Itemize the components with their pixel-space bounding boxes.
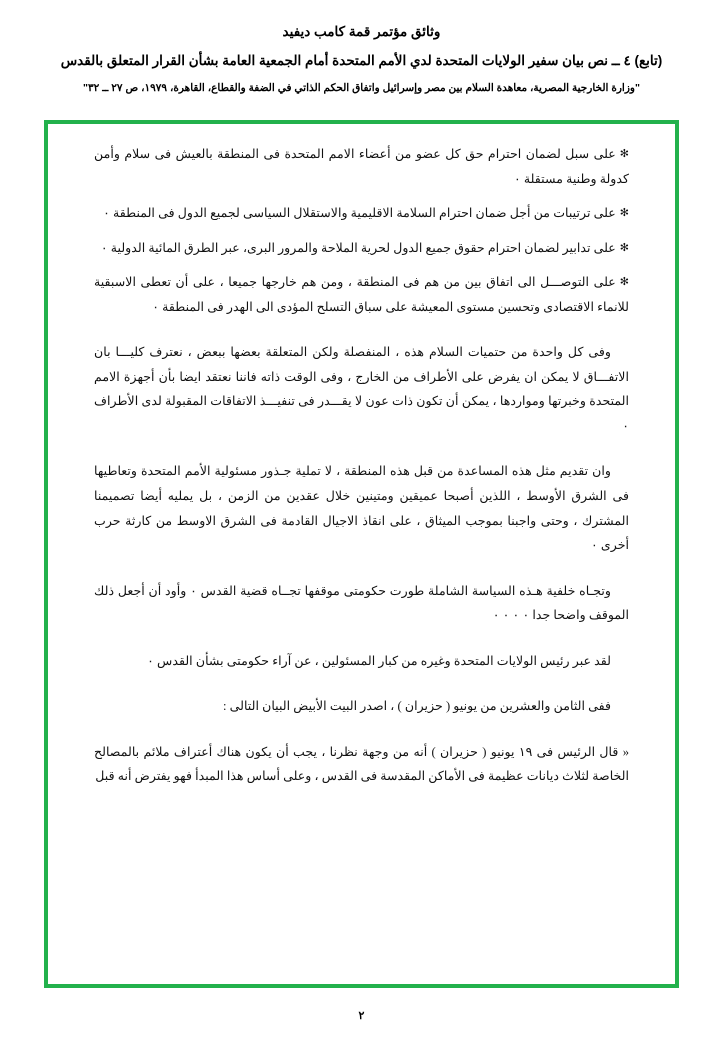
paragraph: وفى كل واحدة من حتميات السلام هذه ، المنفصلة ولكن المتعلقة بعضها ببعض ، نعترف كليـــا بان الاتفـــاق لا يمكن ان يفرض على الأطراف من الخارج ، وفى الوقت ذاته فاننا نعتقد ايضا بأن أجهزة الامم المتحدة وخبرتها ومواردها ، يمكن أن تكون ذات عون لا يقـــدر فى تنفيـــذ الاتفاقات المقبولة لدى الأطراف ٠ bbox=[94, 345, 629, 433]
bullet-item bbox=[94, 236, 629, 261]
page-subtitle: (تابع) ٤ ــ نص بيان سفير الولايات المتحدة لدي الأمم المتحدة أمام الجمعية العامة بشأن القرار المتعلق بالقدس bbox=[60, 53, 663, 69]
bullet-text: على ترتيبات من أجل ضمان احترام السلامة الاقليمية والاستقلال السياسى لجميع الدول فى المنطقة ٠ bbox=[103, 206, 616, 221]
source-citation: "وزارة الخارجية المصرية، معاهدة السلام بين مصر وإسرائيل واتفاق الحكم الذاتي في الضفة والقطاع، القاهرة، ١٩٧٩، ص ٢٧ ــ ٣٢" bbox=[83, 81, 640, 94]
quoted-statement: « قال الرئيس فى ١٩ يونيو ( حزيران ) أنه من وجهة نظرنا ، يجب أن يكون هناك أعتراف ملائم بالمصالح الخاصة لثلاث ديانات عظيمة فى الأماكن المقدسة فى القدس ، وعلى أساس هذا المبدأ فهو يفترض أنه قبل bbox=[94, 744, 629, 784]
page-title: وثائق مؤتمر قمة كامب ديفيد bbox=[282, 24, 441, 39]
content-frame bbox=[44, 120, 679, 988]
bullet-text: على التوصـــل الى اتفاق بين من هم فى المنطقة ، ومن هم خارجها جميعا ، على أن تعطى الاسبقية للانماء الاقتصادى وتحسين مستوى المعيشة على سباق التسلح المؤدى الى الهدر فى المنطقة ٠ bbox=[94, 275, 629, 314]
paragraph: لقد عبر رئيس الولايات المتحدة وغيره من كبار المسئولين ، عن آراء حكومتى بشأن القدس ٠ bbox=[147, 653, 611, 668]
bullet-item bbox=[94, 142, 629, 191]
content-body bbox=[94, 142, 629, 974]
bullet-item bbox=[94, 270, 629, 319]
bullet-item bbox=[94, 201, 629, 226]
bullet-text: على سبل لضمان احترام حق كل عضو من أعضاء الامم المتحدة فى المنطقة بالعيش فى سلام وأمن كدولة وطنية مستقلة ٠ bbox=[94, 147, 629, 186]
paragraph: ففى الثامن والعشرين من يونيو ( حزيران ) ، اصدر البيت الأبيض البيان التالى : bbox=[222, 699, 611, 714]
paragraph: وان تقديم مثل هذه المساعدة من قبل هذه المنطقة ، لا تملية جـذور مسئولية الأمم المتحدة وتعاطيها فى الشرق الأوسط ، اللذين أصبحا عميقين ومتينين خلال عقدين من الزمن ، بل يمليه أيضا تصميمنا المشترك ، وحتى واجبنا بموجب الميثاق ، على انقاذ الاجيال القادمة فى الشرق الاوسط من كارثة حرب أخرى ٠ bbox=[94, 464, 629, 553]
asterisk-icon: ✻ bbox=[619, 241, 629, 254]
asterisk-icon: ✻ bbox=[619, 276, 629, 289]
asterisk-icon: ✻ bbox=[619, 148, 629, 160]
page-header bbox=[0, 0, 723, 96]
paragraph: وتجـاه خلفية هـذه السياسة الشاملة طورت حكومتى موقفها تجــاه قضية القدس ٠ وأود أن أجعل ذلك الموقف واضحا جدا ٠ ٠ ٠ ٠ bbox=[94, 583, 629, 623]
bullet-text: على تدابير لضمان احترام حقوق جميع الدول لحرية الملاحة والمرور البرى، عبر الطرق المائية الدولية ٠ bbox=[100, 240, 616, 255]
page-number: ٢ bbox=[358, 1010, 365, 1022]
asterisk-icon: ✻ bbox=[619, 207, 629, 220]
